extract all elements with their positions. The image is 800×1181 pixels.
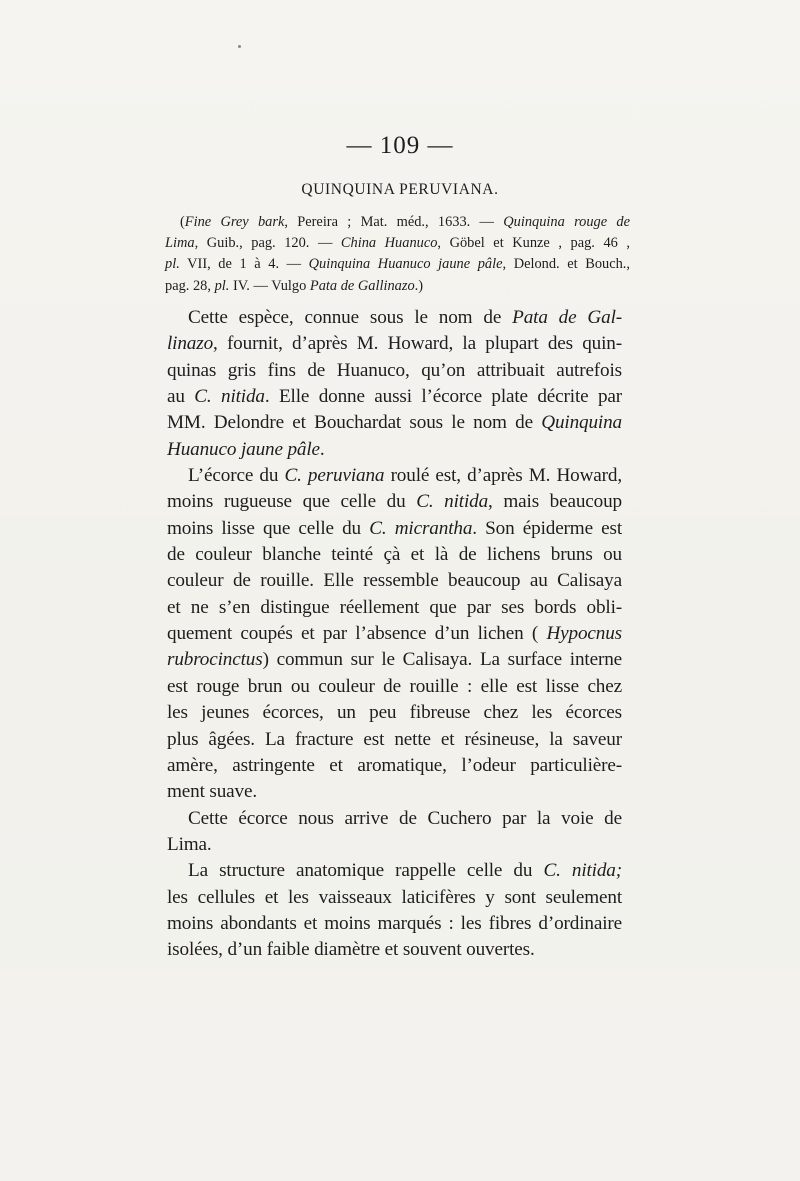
text-run: plus âgées. La fracture est nette et résineuse, la saveur [167,728,622,750]
body-line [167,463,622,489]
text-run: , mais beaucoup [488,491,622,513]
text-run: quinas gris fins de Huanuco, qu’on attribuait autrefois [167,359,622,381]
text-run: pl. [214,277,230,294]
running-title: QUINQUINA PERUVIANA. [301,181,499,198]
text-run: pag. 28, [165,277,215,294]
text-run: quement coupés et par l’absence d’un lichen ( [167,623,547,645]
synonymy-line [165,233,630,254]
body-line [167,305,622,331]
body-line [167,832,622,858]
text-run: Quinquina Huanuco jaune pâle [308,256,503,273]
body-line [167,937,622,963]
text-run: , Göbel et Kunze , pag. 46 , [437,235,630,252]
body-line [167,727,622,753]
text-run: au [167,386,195,408]
body-line [167,384,622,410]
synonymy-paragraph [165,212,630,297]
text-run: Cette espèce, connue sous le nom de [188,307,513,328]
text-run: . Son épiderme est [472,517,623,539]
text-run: de couleur blanche teinté çà et là de lichens bruns ou [167,544,622,566]
body-line [167,568,622,594]
body-line [167,674,622,700]
text-run: les jeunes écorces, un peu fibreuse chez les écorces [167,702,622,724]
text-run: Quinquina rouge de [503,214,630,230]
body-text [167,305,622,964]
text-run: Lima [165,235,195,252]
body-line [167,595,622,621]
text-run: C. nitida [416,491,489,513]
body-line [167,542,622,568]
text-run: moins lisse que celle du [167,517,370,539]
text-run: isolées, d’un faible diamètre et souvent ouvertes. [167,939,535,961]
text-run: Lima. [167,833,212,855]
text-run: , Guib., pag. 120. — [194,235,341,252]
body-line [167,753,622,779]
body-line [167,911,622,937]
text-run: ) commun sur le Calisaya. La surface interne [262,649,622,671]
body-line [167,516,622,542]
text-run: et ne s’en distingue réellement que par ses bords obli- [167,596,622,618]
body-line [167,358,622,384]
text-run: linazo [167,333,214,355]
text-run: pl. [165,256,180,273]
body-line [167,647,622,673]
text-run: C. micrantha [369,517,473,539]
text-run: ( [180,214,185,230]
body-line [167,779,622,805]
text-run: IV. — Vulgo [229,277,310,294]
text-run: moins abondants et moins marqués : les fibres d’ordinaire [167,912,622,934]
synonymy-line [165,276,630,297]
body-line [167,885,622,911]
text-run: Fine Grey bark [184,214,285,230]
text-run: China Huanuco [340,235,438,252]
text-run: rubrocinctus [167,649,263,671]
text-run: C. nitida; [543,860,622,882]
text-run: La structure anatomique rappelle celle du [188,860,544,882]
text-run: , Pereira ; Mat. méd., 1633. — [284,214,504,230]
body-line [167,331,622,357]
synonymy-line [165,254,630,275]
text-run: C. nitida [194,386,265,408]
scan-speck [238,45,241,48]
body-line [167,489,622,515]
page-number: — 109 — [346,132,454,159]
text-run: roulé est, d’après M. Howard, [384,465,622,487]
text-run: Hypocnus [546,623,622,645]
body-line [167,858,622,884]
text-run: moins rugueuse que celle du [167,491,417,513]
body-line [167,700,622,726]
body-line [167,437,622,463]
text-run: , Delond. et Bouch., [502,256,630,273]
text-run: Cette écorce nous arrive de Cuchero par la voie de [188,807,622,829]
text-run: amère, astringente et aromatique, l’odeur particulière- [167,754,622,776]
text-run: est rouge brun ou couleur de rouille : elle est lisse chez [167,675,622,697]
text-run: , fournit, d’après M. Howard, la plupart des quin- [213,333,622,355]
text-run: C. peruviana [284,465,385,487]
text-run: Pata de Gal- [512,307,622,328]
body-line [167,410,622,436]
text-run: MM. Delondre et Bouchardat sous le nom de [167,412,542,434]
text-run: L’écorce du [188,465,285,487]
text-run: . Elle donne aussi l’écorce plate décrite par [264,386,622,408]
text-run: Huanuco jaune pâle [167,438,320,460]
text-run: Pata de Gallinazo [309,277,415,294]
text-run: les cellules et les vaisseaux laticifères y sont seulement [167,886,622,908]
text-run: .) [414,277,424,294]
body-line [167,806,622,832]
body-line [167,621,622,647]
text-run: VII, de 1 à 4. — [179,256,309,273]
text-run: ment suave. [167,781,257,803]
synonymy-line [165,212,630,233]
text-run: Quinquina [541,412,622,434]
text-run: . [319,438,325,460]
text-run: couleur de rouille. Elle ressemble beaucoup au Calisaya [167,570,622,592]
